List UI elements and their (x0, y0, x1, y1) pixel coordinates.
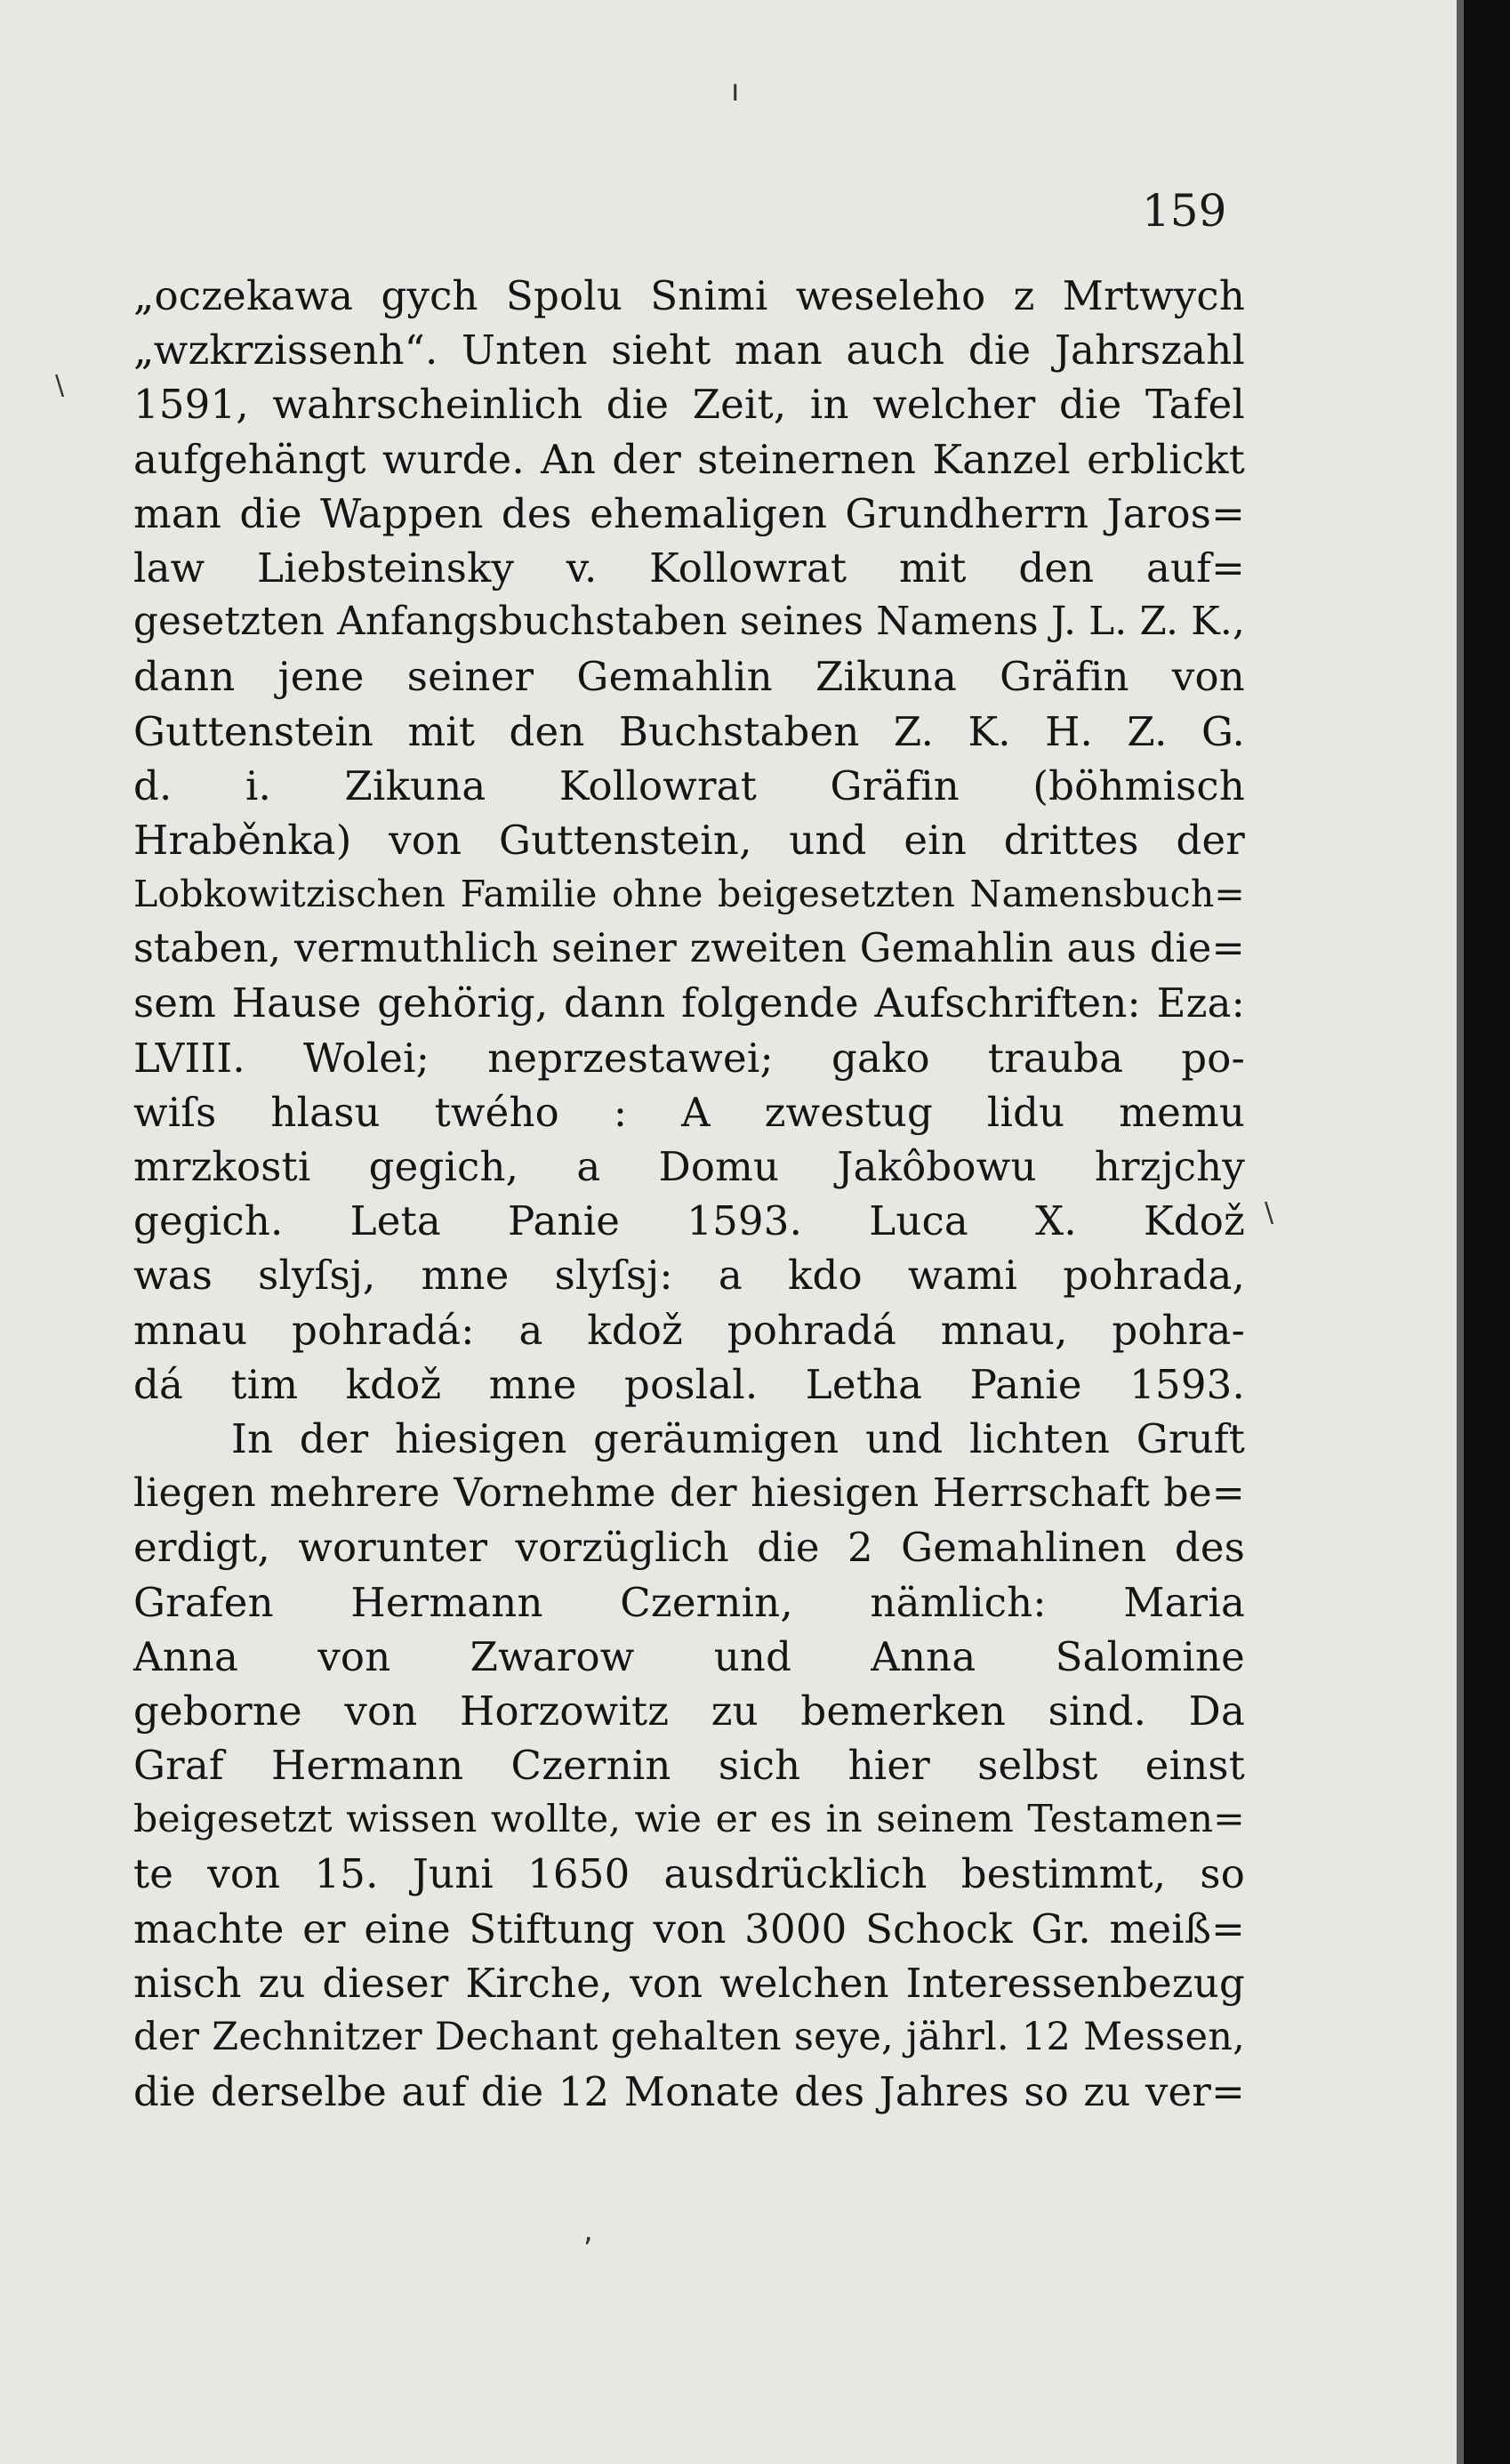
text-line: mnau pohradá: a kdož pohradá mnau, pohra- (133, 1306, 1245, 1354)
text-line: erdigt, worunter vorzüglich die 2 Gemahlinen des (133, 1524, 1245, 1572)
text-line: gesetzten Anfangsbuchstaben seines Namens J. L. Z. K., (133, 600, 1245, 645)
text-line: 1591, wahrscheinlich die Zeit, in welcher die Tafel (133, 381, 1245, 429)
page-edge-shadow (1457, 0, 1464, 2464)
text-line: aufgehängt wurde. An der steinernen Kanzel erblickt (133, 435, 1245, 483)
text-line: man die Wappen des ehemaligen Grundherrn Jaros= (133, 489, 1245, 537)
text-line: LVIII. Wolei; neprzestawei; gako trauba po- (133, 1034, 1245, 1082)
text-line: der Zechnitzer Dechant gehalten seye, jährl. 12 Messen, (133, 2015, 1245, 2059)
page-number: 159 (1142, 185, 1227, 237)
text-line: „oczekawa gych Spolu Snimi weseleho z Mrtwych (133, 272, 1245, 319)
text-line: dann jene seiner Gemahlin Zikuna Gräfin von (133, 653, 1245, 701)
text-line: Lobkowitzischen Familie ohne beigesetzten Namensbuch= (133, 873, 1245, 916)
margin-mark: , (583, 2213, 593, 2249)
text-line: dá tim kdož mne poslal. Letha Panie 1593. (133, 1360, 1245, 1408)
text-line: liegen mehrere Vornehme der hiesigen Herrschaft be= (133, 1470, 1245, 1517)
text-line: Guttenstein mit den Buchstaben Z. K. H. Z. G. (133, 707, 1245, 755)
margin-mark: \ (1265, 1197, 1274, 1228)
text-line: machte er eine Stiftung von 3000 Schock Gr. meiß= (133, 1904, 1245, 1953)
text-line: Grafen Hermann Czernin, nämlich: Maria (133, 1578, 1245, 1626)
margin-mark: \ (55, 370, 65, 401)
text-line: te von 15. Juni 1650 ausdrücklich bestimmt, so (133, 1850, 1245, 1898)
scan-dark-edge (1457, 0, 1510, 2464)
text-line: mrzkosti gegich, a Domu Jakôbowu hrzjchy (133, 1143, 1245, 1190)
text-line: nisch zu dieser Kirche, von welchen Interessenbezug (133, 1959, 1245, 2007)
text-line: staben, vermuthlich seiner zweiten Gemahlin aus die= (133, 926, 1245, 972)
text-line: law Liebsteinsky v. Kollowrat mit den auf= (133, 544, 1245, 592)
text-line: die derselbe auf die 12 Monate des Jahres so zu ver= (133, 2068, 1245, 2116)
text-line: d. i. Zikuna Kollowrat Gräfin (böhmisch (133, 761, 1245, 809)
margin-mark: ı (731, 73, 740, 109)
text-line: sem Hause gehörig, dann folgende Aufschriften: Eza: (133, 979, 1245, 1027)
text-line: Hraběnka) von Guttenstein, und ein drittes der (133, 816, 1245, 864)
text-line: wiſs hlasu twého : A zwestug lidu memu (133, 1088, 1245, 1136)
body-text (133, 269, 1245, 2119)
text-line: beigesetzt wissen wollte, wie er es in seinem Testamen= (133, 1798, 1245, 1842)
text-line: Anna von Zwarow und Anna Salomine (133, 1632, 1245, 1680)
paragraph-start-line: In der hiesigen geräumigen und lichten Gruft (231, 1414, 1245, 1462)
text-line: „wzkrzissenh“. Unten sieht man auch die Jahrszahl (133, 326, 1245, 374)
text-line: Graf Hermann Czernin sich hier selbst einst (133, 1742, 1245, 1790)
text-line: was slyſsj, mne slyſsj: a kdo wami pohrada, (133, 1252, 1245, 1300)
text-line: geborne von Horzowitz zu bemerken sind. Da (133, 1687, 1245, 1735)
text-line: gegich. Leta Panie 1593. Luca X. Kdož (133, 1197, 1245, 1245)
